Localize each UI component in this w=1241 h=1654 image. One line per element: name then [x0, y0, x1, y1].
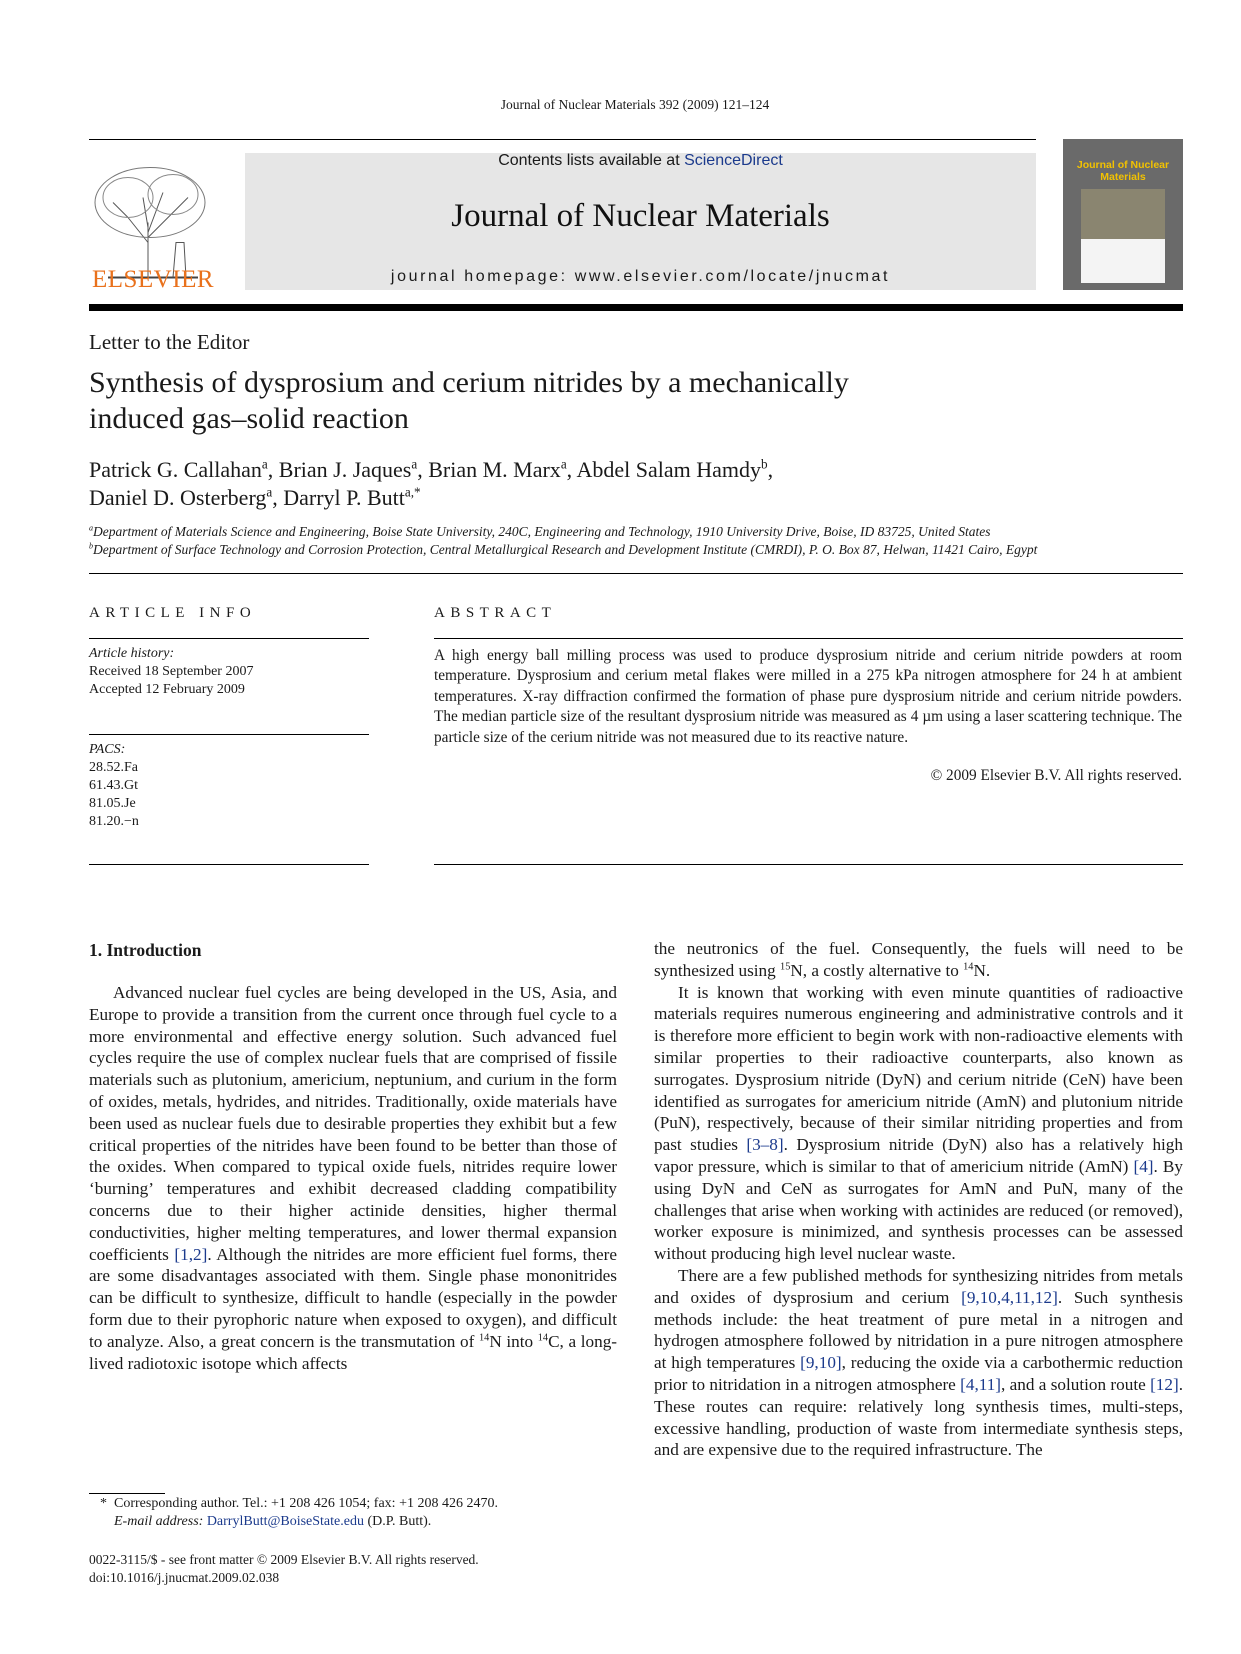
left-column [89, 982, 617, 1374]
abstract-rule-bottom [434, 864, 1183, 865]
info-rule-3 [89, 864, 369, 865]
author-name: Patrick G. Callahan [89, 457, 262, 482]
sciencedirect-link[interactable]: ScienceDirect [684, 152, 783, 169]
footnote-marker: * [100, 1496, 107, 1511]
author-line-2: Daniel D. Osterberg$^a$, Darryl P. Butt$^{a,*}$ [89, 484, 421, 510]
citation-link[interactable]: [9,10] [800, 1353, 842, 1373]
journal-citation: Journal of Nuclear Materials 392 (2009) 121–124 [500, 97, 770, 112]
affiliation-b [89, 542, 1189, 558]
citation-link[interactable]: [4,11] [960, 1374, 1002, 1394]
citation-link[interactable]: [4] [1133, 1156, 1154, 1176]
affiliation-a [89, 524, 1189, 540]
pacs-code: 81.05.Je [89, 796, 136, 811]
issn-line: 0022-3115/$ - see front matter © 2009 Elsevier B.V. All rights reserved. [89, 1552, 479, 1567]
author-name: Brian M. Marx [428, 457, 561, 482]
journal-name: Journal of Nuclear Materials [451, 198, 830, 234]
title-line-2: induced gas–solid reaction [89, 402, 409, 435]
affil-marker: b [89, 541, 94, 551]
author-affil-sup: a [560, 456, 567, 472]
author-name: Daniel D. Osterberg [89, 485, 267, 510]
info-rule-1 [89, 638, 369, 639]
article-title [89, 365, 989, 437]
intro-paragraph-3: There are a few published methods for synthesizing nitrides from metals and oxides of dysprosium and cerium [9,10,4,11,12]. Such synthesis methods include: the heat treatment of pure metal in a nitrogen and hydrogen atmosphere followed by nitridation in a pure nitrogen atmosphere at high temperatures [9,10], reducing the oxide via a carbothermic reduction prior to nitridation in a nitrogen atmosphere [4,11], and a solution route [12]. These routes can require: relatively long synthesis times, multi-steps, excessive handling, production of waste from intermediate synthesis steps, and are expensive due to the required infrastructure. The [654, 1265, 1184, 1460]
history-label: Article history: [89, 646, 175, 661]
publisher-logo-text: ELSEVIER [91, 266, 215, 293]
right-column [654, 938, 1183, 1461]
pacs-code: 81.20.−n [89, 814, 139, 829]
affil-text: Department of Materials Science and Engineering, Boise State University, 240C, Engineering and Technology, 1910 University Drive, Boise, ID 83725, United States [93, 524, 991, 539]
journal-cover-image [1063, 139, 1183, 290]
title-line-1: Synthesis of dysprosium and cerium nitrides by a mechanically [89, 366, 849, 399]
author-affil-sup: a [411, 456, 418, 472]
author-name: Brian J. Jaques [278, 457, 412, 482]
intro-paragraph-1: Advanced nuclear fuel cycles are being developed in the US, Asia, and Europe to provide a transition from the current once through fuel cycle to a more environmental and effective energy solution. Such advanced fuel cycles require the use of complex nuclear fuels that are comprised of fissile materials such as plutonium, americium, neptunium, and curium in the form of oxides, metals, hydrides, and nitrides. Traditionally, oxide materials have been used as nuclear fuels due to desirable properties they exhibit but a few critical properties of the nitrides have been found to be better than those of the oxides. When compared to typical oxide fuels, nitrides require lower ‘burning’ temperatures and exhibit decreased cladding compatibility concerns due to their higher actinide densities, higher thermal conductivities, higher melting temperatures, and lower thermal expansion coefficients [1,2]. Although the nitrides are more efficient fuel forms, there are some disadvantages associated with them. Single phase mononitrides can be difficult to synthesize, difficult to handle (especially in the powder form due to their pyrophoric nature when exposed to oxygen), and difficult to analyze. Also, a great concern is the transmutation of $^{14}$N into $^{14}$C, a long-lived radiotoxic isotope which affects [89, 983, 618, 1373]
received-date: Received 18 September 2007 [89, 664, 254, 679]
pacs-label: PACS: [89, 742, 126, 757]
citation-link[interactable]: [12] [1150, 1374, 1179, 1394]
header-thick-rule [89, 304, 1183, 311]
article-type: Letter to the Editor [89, 330, 250, 354]
article-history [89, 645, 369, 699]
intro-paragraph-continued: the neutronics of the fuel. Consequently, the fuels will need to be synthesized using $^{15}$N, a costly alternative to $^{14}$N. [654, 939, 1183, 980]
footnote-rule [89, 1493, 165, 1494]
intro-paragraph-2: It is known that working with even minute quantities of radioactive materials requires numerous engineering and administrative controls and it is therefore more efficient to begin work with non-radioactive elements with similar properties to their radioactive counterparts, also known as surrogates. Dysprosium nitride (DyN) and cerium nitride (CeN) have been identified as surrogates for americium nitride (AmN) and plutonium nitride (PuN), respectively, because of their similar nitriding properties and from past studies [3–8]. Dysprosium nitride (DyN) also has a relatively high vapor pressure, which is similar to that of americium nitride (AmN) [4]. By using DyN and CeN as surrogates for AmN and PuN, many of the challenges that arise when working with actinides are reduced (or removed), worker exposure is minimized, and synthesis processes can be assessed without producing high level nuclear waste. [654, 982, 1183, 1264]
section-heading-introduction: 1. Introduction [89, 940, 202, 960]
author-list [89, 456, 1039, 512]
pacs-code: 61.43.Gt [89, 778, 138, 793]
email-note: E-mail address: DarrylButt@BoiseState.edu (D.P. Butt). [114, 1514, 432, 1529]
contents-prefix: Contents lists available at [498, 152, 685, 169]
abstract-rule-top [434, 638, 1183, 639]
article-info-heading: ARTICLE INFO [89, 605, 257, 621]
info-rule-2 [89, 734, 369, 735]
citation-link[interactable]: [1,2] [174, 1244, 208, 1264]
pacs-code: 28.52.Fa [89, 760, 138, 775]
email-label: E-mail address: [114, 1514, 207, 1529]
corresponding-author-note [100, 1496, 498, 1512]
affil-text: Department of Surface Technology and Corrosion Protection, Central Metallurgical Research and Development Institute (CMRDI), P. O. Box 87, Helwan, 11421 Cairo, Egypt [93, 542, 1038, 557]
doi-line[interactable]: doi:10.1016/j.jnucmat.2009.02.038 [89, 1570, 280, 1585]
author-line-1: Patrick G. Callahan$^a$, Brian J. Jaques$^a$, Brian M. Marx$^a$, Abdel Salam Hamdy$^b$, [89, 456, 774, 482]
cover-photo [1081, 189, 1165, 239]
citation-link[interactable]: [9,10,4,11,12] [961, 1287, 1058, 1307]
abstract-text: A high energy ball milling process was used to produce dysprosium nitride and cerium nitride powders at room temperature. Dysprosium and cerium metal flakes were milled in a 275 kPa nitrogen atmosphere for 24 h at ambient temperatures. X-ray diffraction confirmed the formation of phase pure dysprosium nitride and cerium nitride powders. The median particle size of the resultant dysprosium nitride was measured as 4 µm using a laser scattering technique. The particle size of the cerium nitride was not measured due to its reactive nature. [434, 647, 1182, 746]
header-top-rule [89, 139, 1036, 140]
affil-marker: a [89, 523, 94, 533]
author-affil-sup: a [261, 456, 268, 472]
author-affil-sup: b [761, 456, 768, 472]
affil-bottom-rule [89, 573, 1183, 574]
cover-lower-panel [1081, 239, 1165, 283]
accepted-date: Accepted 12 February 2009 [89, 682, 245, 697]
author-name: Darryl P. Butt [283, 485, 405, 510]
citation-link[interactable]: [3–8] [746, 1135, 784, 1155]
author-name: Abdel Salam Hamdy [576, 457, 761, 482]
contents-line [245, 152, 1036, 170]
abstract-heading: ABSTRACT [434, 605, 557, 621]
author-affil-sup: a [266, 484, 273, 500]
author-affil-sup: a,* [404, 484, 421, 500]
pacs-block [89, 741, 369, 831]
footnote-contact: Corresponding author. Tel.: +1 208 426 1054; fax: +1 208 426 2470. [114, 1496, 498, 1511]
email-link[interactable]: DarrylButt@BoiseState.edu [206, 1514, 364, 1529]
abstract-copyright: © 2009 Elsevier B.V. All rights reserved. [930, 767, 1182, 784]
cover-title: Journal of Nuclear Materials [1076, 159, 1170, 183]
journal-homepage[interactable]: journal homepage: www.elsevier.com/locate/jnucmat [390, 268, 891, 285]
